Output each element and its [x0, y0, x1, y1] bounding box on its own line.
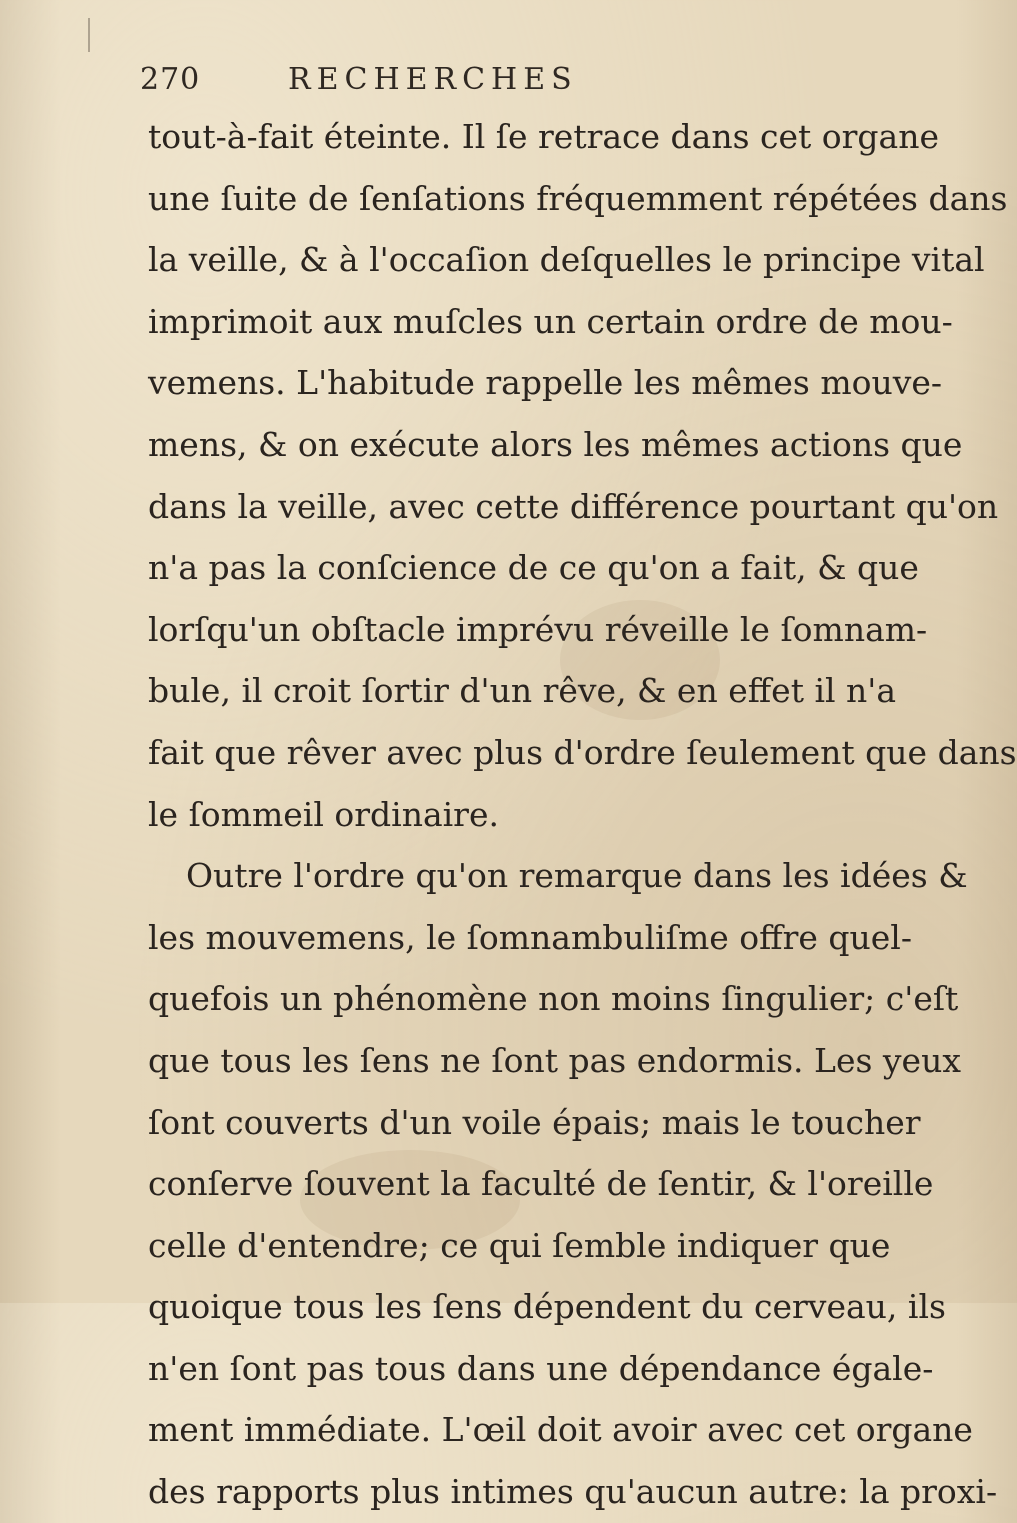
text-line: vemens. L'habitude rappelle les mêmes mouve-: [148, 363, 943, 403]
text-line: celle d'entendre; ce qui ſemble indiquer que: [148, 1225, 891, 1265]
page-edge-mark: [88, 18, 90, 52]
text-line: quefois un phénomène non moins ſingulier; c'eſt: [148, 979, 959, 1019]
running-head: [140, 62, 660, 102]
text-line: dans la veille, avec cette différence pourtant qu'on: [148, 486, 999, 526]
text-line: une ſuite de ſenſations fréquemment répétées dans: [148, 178, 1008, 218]
text-line: la veille, & à l'occaſion deſquelles le principe vital: [148, 240, 985, 280]
text-line: conſerve ſouvent la faculté de ſentir, & l'oreille: [148, 1164, 934, 1204]
text-line: ment immédiate. L'œil doit avoir avec cet organe: [148, 1410, 973, 1450]
page-number: 270: [140, 62, 201, 97]
text-line: des rapports plus intimes qu'aucun autre: la proxi-: [148, 1472, 998, 1512]
text-line: les mouvemens, le ſomnambuliſme offre quel-: [148, 917, 912, 957]
text-line: n'a pas la conſcience de ce qu'on a fait, & que: [148, 548, 919, 588]
text-line: lorſqu'un obſtacle imprévu réveille le ſomnam-: [148, 609, 928, 649]
text-line: tout-à-fait éteinte. Il ſe retrace dans cet organe: [148, 117, 940, 156]
text-line: ſont couverts d'un voile épais; mais le toucher: [148, 1102, 921, 1142]
text-line: que tous les ſens ne ſont pas endormis. Les yeux: [148, 1040, 961, 1080]
running-title: RECHERCHES: [288, 62, 578, 97]
paragraph-end-line: le ſommeil ordinaire.: [148, 794, 499, 834]
body-text: [148, 106, 1017, 1523]
paragraph-start-line: Outre l'ordre qu'on remarque dans les idées &: [186, 856, 968, 896]
text-line: fait que rêver avec plus d'ordre ſeulement que dans: [148, 732, 1017, 772]
text-line: imprimoit aux muſcles un certain ordre de mou-: [148, 301, 953, 341]
text-line: quoique tous les ſens dépendent du cerveau, ils: [148, 1287, 946, 1327]
text-line: mens, & on exécute alors les mêmes actions que: [148, 424, 963, 464]
text-line: n'en ſont pas tous dans une dépendance égale-: [148, 1348, 934, 1388]
text-line: bule, il croit ſortir d'un rêve, & en effet il n'a: [148, 671, 897, 711]
